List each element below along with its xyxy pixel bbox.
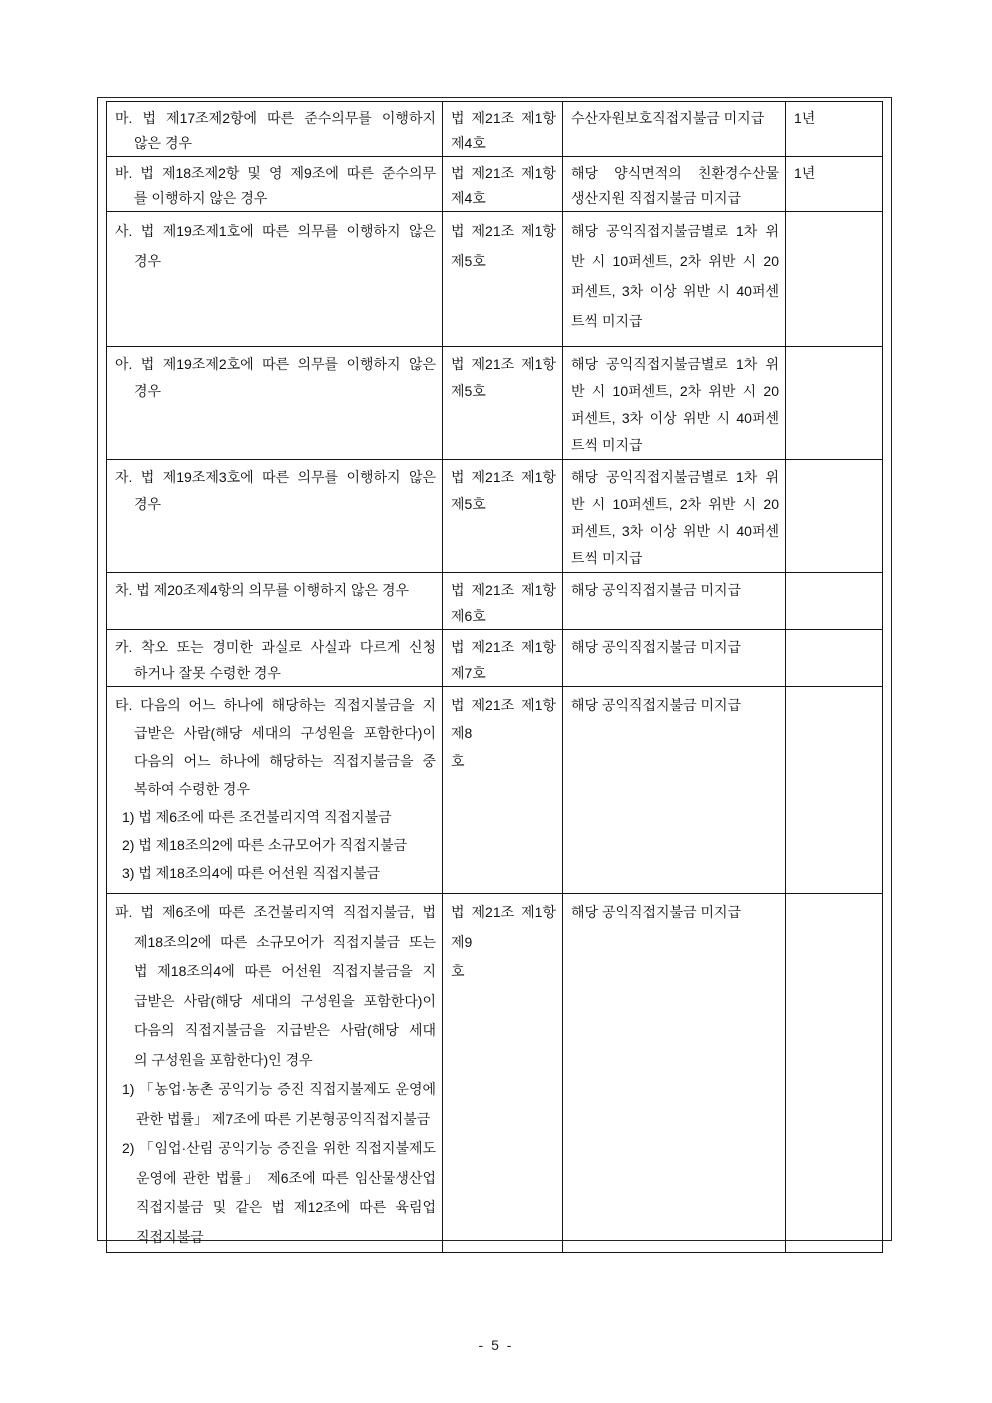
text-line: 다음의 직접지불금을 지급받은 사람(해당 세대	[134, 1022, 436, 1038]
text-line: 마. 법 제17조제2항에 따른 준수의무를 이행하지	[115, 110, 436, 126]
text-line: 반 시 10퍼센트, 2차 위반 시 20	[571, 496, 779, 512]
legal-basis-cell	[443, 687, 563, 894]
text-line: 법 제21조 제1항제8	[451, 697, 556, 741]
text-line: 제5호	[451, 383, 486, 399]
text-line: 해당 공익직접지불금 미지급	[571, 582, 742, 598]
text-line: 자. 법 제19조제3호에 따른 의무를 이행하지 않은	[115, 469, 436, 485]
text-line: 해당 양식면적의 친환경수산물	[571, 165, 779, 181]
text-line: 반 시 10퍼센트, 2차 위반 시 20	[571, 253, 779, 269]
text-line: 해당 공익직접지불금 미지급	[571, 904, 742, 920]
text-line: 법 제21조 제1항	[451, 469, 556, 485]
text-line: 경우	[134, 253, 162, 269]
text-line: 법 제21조 제1항	[451, 110, 556, 126]
text-line: 해당 공익직접지불금별로 1차 위	[571, 223, 779, 239]
text-line: 아. 법 제19조제2호에 따른 의무를 이행하지 않은	[115, 356, 436, 372]
legal-basis-cell	[443, 102, 563, 157]
text-line: 사. 법 제19조제1호에 따른 의무를 이행하지 않은	[115, 223, 436, 239]
disposition-cell	[563, 687, 786, 894]
text-line: 해당 공익직접지불금 미지급	[571, 639, 742, 655]
text-line: 법 제21조 제1항	[451, 639, 556, 655]
violation-cell	[107, 157, 443, 212]
text-line: 반 시 10퍼센트, 2차 위반 시 20	[571, 383, 779, 399]
text-line: 법 제21조 제1항	[451, 223, 556, 239]
violation-cell	[107, 460, 443, 573]
text-line: 호	[451, 753, 465, 769]
restriction-period-cell	[786, 630, 883, 687]
disposition-cell	[563, 212, 786, 347]
text-line: 법 제21조 제1항제9	[451, 904, 556, 950]
text-line: 제4호	[451, 135, 486, 151]
text-line: 트씩 미지급	[571, 313, 643, 329]
restriction-period-cell	[786, 687, 883, 894]
text-line: 2) 「임업·산림 공익기능 증진을 위한 직접지불제도	[122, 1140, 436, 1156]
text-line: 직접지불금 및 같은 법 제12조에 따른 육림업	[136, 1199, 436, 1215]
table-row	[107, 347, 883, 460]
restriction-period-cell	[786, 573, 883, 630]
text-line: 법 제18조의4에 따른 어선원 직접지불금을 지	[134, 963, 436, 979]
violation-table	[106, 101, 883, 1253]
text-line: 수산자원보호직접지불금 미지급	[571, 110, 765, 126]
table-row	[107, 157, 883, 212]
legal-basis-cell	[443, 347, 563, 460]
text-line: 제6호	[451, 608, 486, 624]
legal-basis-cell	[443, 573, 563, 630]
violation-cell	[107, 212, 443, 347]
text-line: 법 제21조 제1항	[451, 165, 556, 181]
text-line: 하거나 잘못 수령한 경우	[134, 665, 281, 681]
text-line: 제5호	[451, 253, 486, 269]
text-line: 다음의 어느 하나에 해당하는 직접지불금을 중	[134, 753, 436, 769]
text-line: 카. 착오 또는 경미한 과실로 사실과 다르게 신청	[115, 639, 436, 655]
text-line: 의 구성원을 포함한다)인 경우	[134, 1051, 313, 1068]
text-line: 1년	[794, 110, 816, 126]
table-row	[107, 102, 883, 157]
text-line: 해당 공익직접지불금별로 1차 위	[571, 469, 779, 485]
text-line: 급받은 사람(해당 세대의 구성원을 포함한다)이	[134, 725, 436, 741]
text-line: 운영에 관한 법률」 제6조에 따른 임산물생산업	[136, 1169, 436, 1186]
text-line: 1년	[794, 165, 816, 181]
text-line: 생산지원 직접지불금 미지급	[571, 190, 742, 206]
text-line: 경우	[134, 496, 162, 512]
table-row	[107, 573, 883, 630]
text-line: 경우	[134, 383, 162, 399]
text-line: 3) 법 제18조의4에 따른 어선원 직접지불금	[122, 865, 381, 881]
text-line: 해당 공익직접지불금 미지급	[571, 697, 742, 713]
disposition-cell	[563, 573, 786, 630]
disposition-cell	[563, 102, 786, 157]
text-line: 트씩 미지급	[571, 437, 643, 453]
text-line: 법 제21조 제1항	[451, 356, 556, 372]
text-line: 않은 경우	[134, 135, 192, 151]
page-number: - 5 -	[478, 1337, 514, 1353]
restriction-period-cell	[786, 157, 883, 212]
disposition-cell	[563, 894, 786, 1253]
restriction-period-cell	[786, 212, 883, 347]
table-row	[107, 212, 883, 347]
text-line: 퍼센트, 3차 이상 위반 시 40퍼센	[571, 410, 779, 426]
table-body	[107, 102, 883, 1253]
text-line: 차. 법 제20조제4항의 의무를 이행하지 않은 경우	[115, 582, 410, 598]
text-line: 복하여 수령한 경우	[134, 781, 250, 797]
text-line: 법 제21조 제1항	[451, 582, 556, 598]
text-line: 2) 법 제18조의2에 따른 소규모어가 직접지불금	[122, 837, 408, 853]
text-line: 관한 법률」 제7조에 따른 기본형공익직접지불금	[136, 1110, 431, 1127]
text-line: 바. 법 제18조제2항 및 영 제9조에 따른 준수의무	[115, 165, 436, 181]
table-row	[107, 630, 883, 687]
violation-cell	[107, 630, 443, 687]
text-line: 트씩 미지급	[571, 550, 643, 566]
text-line: 퍼센트, 3차 이상 위반 시 40퍼센	[571, 523, 779, 539]
text-line: 파. 법 제6조에 따른 조건불리지역 직접지불금, 법	[115, 904, 436, 920]
legal-basis-cell	[443, 212, 563, 347]
text-line: 를 이행하지 않은 경우	[134, 190, 268, 206]
text-line: 제4호	[451, 190, 486, 206]
text-line: 1) 법 제6조에 따른 조건불리지역 직접지불금	[122, 809, 392, 825]
legal-basis-cell	[443, 157, 563, 212]
restriction-period-cell	[786, 894, 883, 1253]
text-line: 직접지불금	[136, 1228, 204, 1245]
text-line: 제5호	[451, 496, 486, 512]
text-line: 1) 「농업·농촌 공익기능 증진 직접지불제도 운영에	[122, 1081, 436, 1097]
text-line: 퍼센트, 3차 이상 위반 시 40퍼센	[571, 283, 779, 299]
violation-cell	[107, 687, 443, 894]
restriction-period-cell	[786, 102, 883, 157]
text-line: 타. 다음의 어느 하나에 해당하는 직접지불금을 지	[115, 697, 436, 713]
table-row	[107, 894, 883, 1253]
legal-basis-cell	[443, 630, 563, 687]
violation-cell	[107, 347, 443, 460]
disposition-cell	[563, 630, 786, 687]
text-line: 제7호	[451, 665, 486, 681]
legal-basis-cell	[443, 894, 563, 1253]
disposition-cell	[563, 347, 786, 460]
disposition-cell	[563, 460, 786, 573]
violation-cell	[107, 573, 443, 630]
table-row	[107, 687, 883, 894]
violation-cell	[107, 102, 443, 157]
disposition-cell	[563, 157, 786, 212]
text-line: 해당 공익직접지불금별로 1차 위	[571, 356, 779, 372]
legal-basis-cell	[443, 460, 563, 573]
text-line: 제18조의2에 따른 소규모어가 직접지불금 또는	[134, 933, 436, 950]
restriction-period-cell	[786, 347, 883, 460]
violation-cell	[107, 894, 443, 1253]
table-row	[107, 460, 883, 573]
text-line: 급받은 사람(해당 세대의 구성원을 포함한다)이	[134, 992, 436, 1009]
text-line: 호	[451, 963, 465, 979]
restriction-period-cell	[786, 460, 883, 573]
